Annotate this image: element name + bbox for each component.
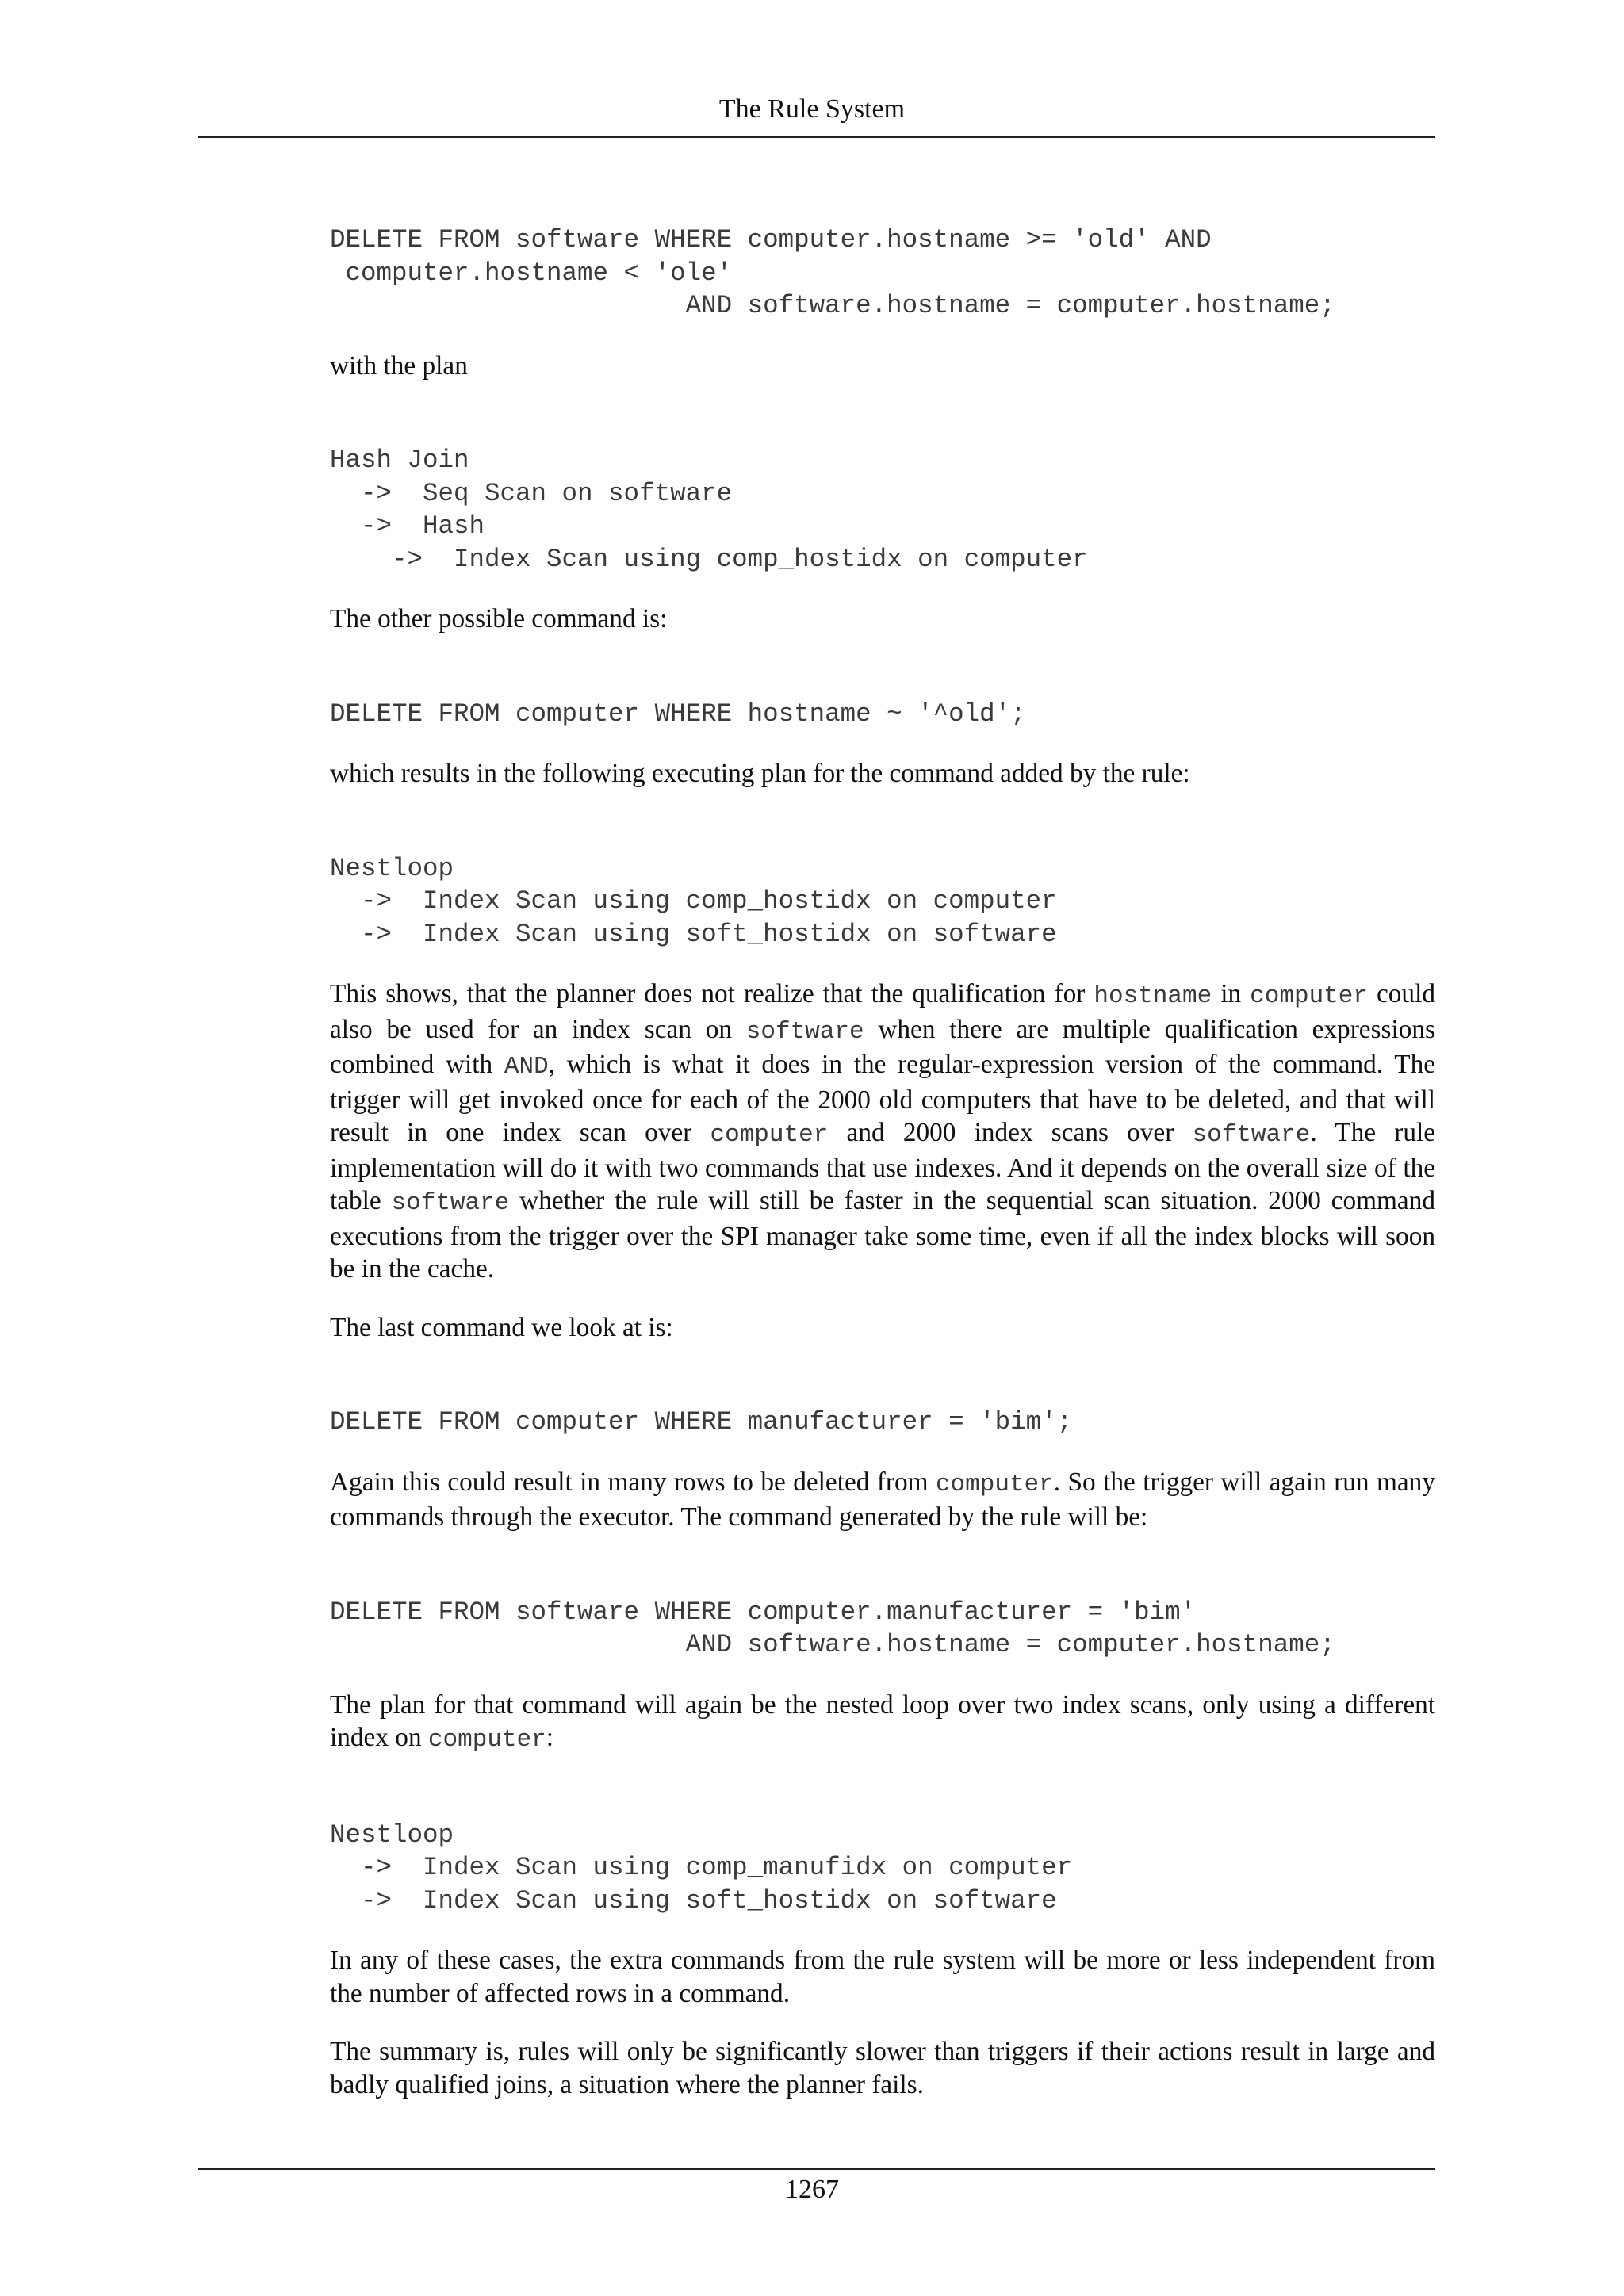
- paragraph-other-command: The other possible command is:: [330, 604, 668, 633]
- inline-code: computer: [935, 1470, 1054, 1498]
- code-block-delete-software-hostname: DELETE FROM software WHERE computer.hostname >= 'old' AND computer.hostname < 'ole' AND software.hostname = computer.hostname;: [330, 225, 1335, 320]
- paragraph-planner-analysis: This shows, that the planner does not realize that the qualification for hostname in computer could also be used for an index scan on software when there are multiple qualification expressions combined with AND, which is what it does in the regular-expression version of the command. The trigger will get invoked once for each of the 2000 old computers that have to be deleted, and that will result in one index scan over computer and 2000 index scans over software. The rule implementation will do it with two commands that use indexes. And it depends on the overall size of the table software whether the rule will still be faster in the sequential scan situation. 2000 command executions from the trigger over the SPI manager take some time, even if all the index blocks will soon be in the cache.: [330, 979, 1435, 1284]
- page-number: 1267: [785, 2175, 839, 2204]
- inline-code: computer: [427, 1726, 546, 1754]
- inline-code: software: [1192, 1121, 1311, 1149]
- code-block-delete-computer-regex: DELETE FROM computer WHERE hostname ~ '^old';: [330, 698, 1026, 729]
- header-rule: [198, 136, 1435, 138]
- code-block-nestloop-plan-hostidx: Nestloop -> Index Scan using comp_hostidx on computer -> Index Scan using soft_hostidx on software: [330, 853, 1057, 949]
- paragraph-many-rows: Again this could result in many rows to be deleted from computer. So the trigger will again run many commands through the executor. The command generated by the rule will be:: [330, 1467, 1435, 1532]
- paragraph-with-the-plan: with the plan: [330, 350, 468, 381]
- footer-rule: [198, 2168, 1435, 2170]
- inline-code: hostname: [1094, 982, 1212, 1010]
- inline-code: computer: [710, 1121, 829, 1149]
- inline-code: AND: [504, 1053, 549, 1081]
- code-block-delete-manufacturer: DELETE FROM computer WHERE manufacturer = 'bim';: [330, 1407, 1073, 1437]
- paragraph-last-command: The last command we look at is:: [330, 1312, 673, 1342]
- code-block-nestloop-plan-manufidx: Nestloop -> Index Scan using comp_manufidx on computer -> Index Scan using soft_hostidx on software: [330, 1820, 1073, 1915]
- paragraph-summary: The summary is, rules will only be significantly slower than triggers if their actions result in large and badly qualified joins, a situation where the planner fails.: [330, 2037, 1435, 2099]
- inline-code: software: [391, 1189, 510, 1217]
- paragraph-nested-loop: The plan for that command will again be the nested loop over two index scans, only using a different index on computer:: [330, 1689, 1435, 1754]
- inline-code: computer: [1250, 982, 1368, 1010]
- page-body: [330, 224, 1435, 2126]
- inline-code: software: [745, 1017, 864, 1046]
- running-header: The Rule System: [718, 94, 906, 124]
- paragraph-independent-rows: In any of these cases, the extra commands from the rule system will be more or less independent from the number of affected rows in a command.: [330, 1946, 1435, 2008]
- code-block-delete-software-manufacturer: DELETE FROM software WHERE computer.manufacturer = 'bim' AND software.hostname = computer.hostname;: [330, 1597, 1335, 1659]
- paragraph-executing-plan: which results in the following executing plan for the command added by the rule:: [330, 759, 1190, 788]
- code-block-hash-join-plan: Hash Join -> Seq Scan on software -> Hash -> Index Scan using comp_hostidx on computer: [330, 446, 1088, 574]
